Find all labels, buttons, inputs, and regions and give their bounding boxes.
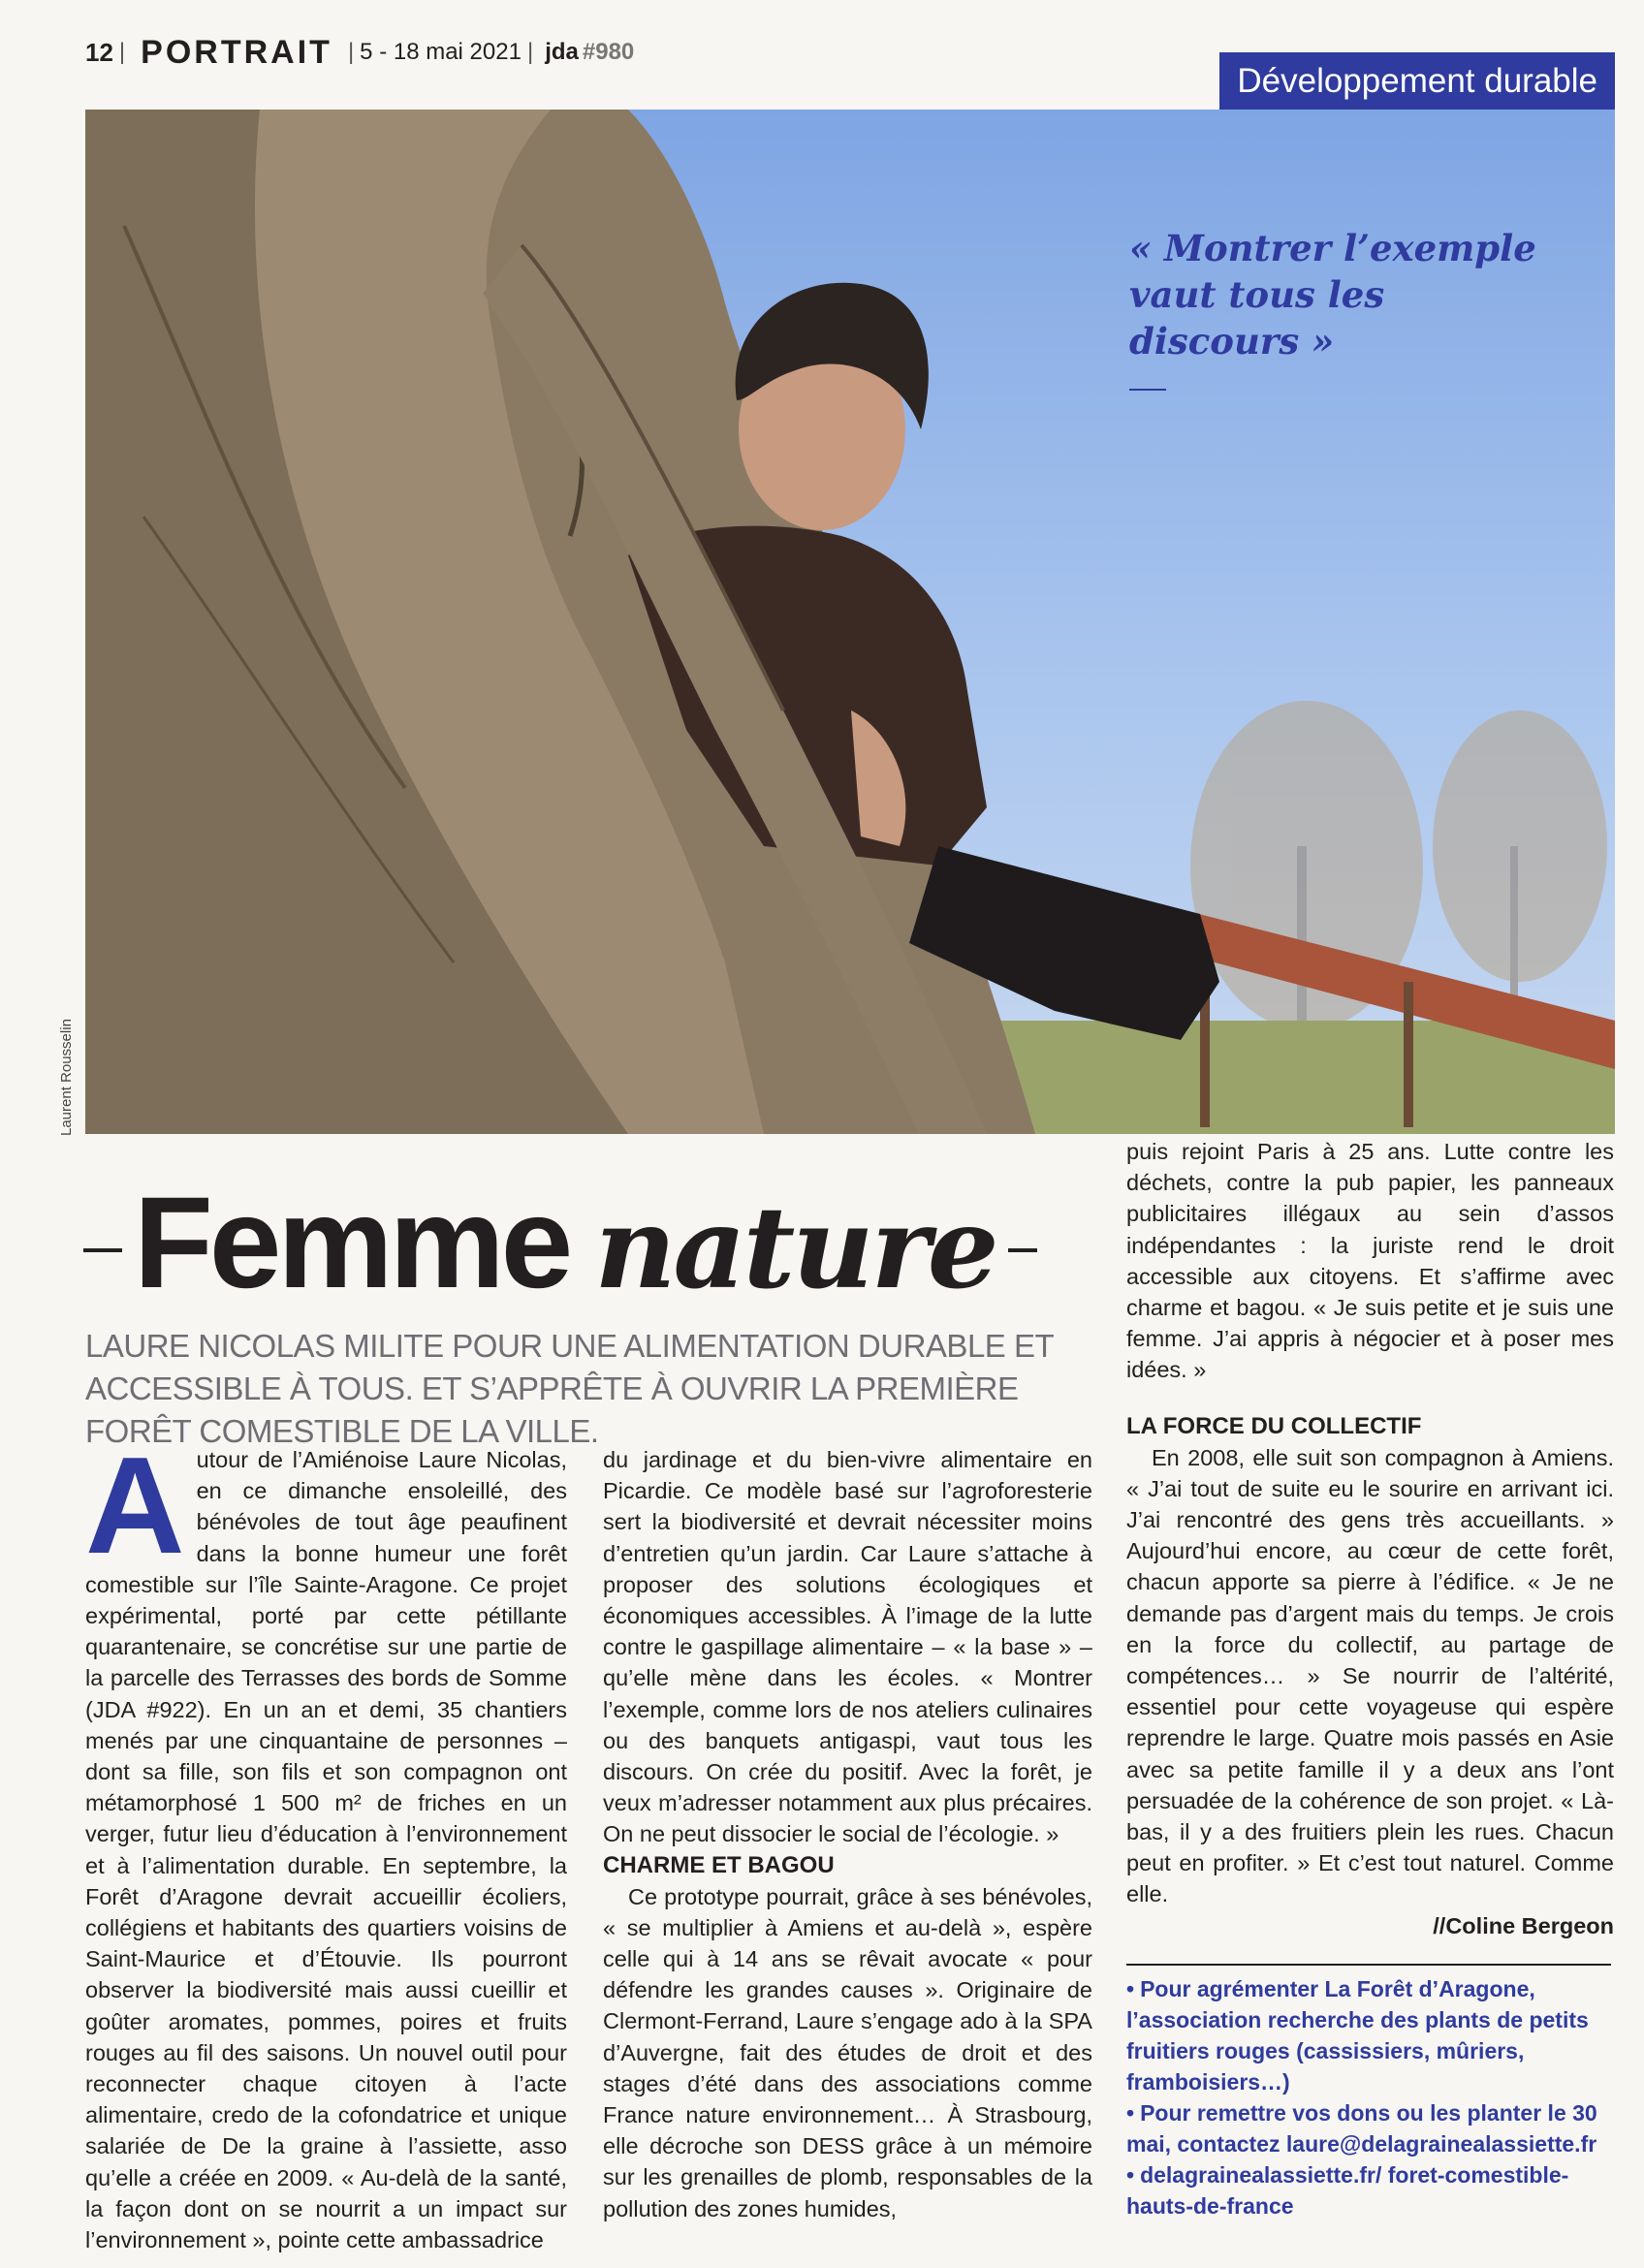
- headline-word-1: Femme: [134, 1171, 570, 1315]
- folio-separator: |: [526, 39, 534, 65]
- folio-separator: |: [347, 39, 355, 65]
- drop-cap: A: [85, 1429, 185, 1583]
- bullet-icon: •: [1126, 1976, 1135, 2001]
- paragraph: En 2008, elle suit son compagnon à Amiens. « J’ai tout de suite eu le sourire en arrivant ici. J’ai rencontré des gens très accueillants. » Aujourd’hui encore, au cœur de cette forêt, chacun apporte sa pierre à l’édifice. « Je ne demande pas d’argent mais du temps. Je crois en la force du collectif, au partage de compétences… » Se nourrir de l’altérité, essentiel pour cette voyageuse qui espère reprendre le large. Quatre mois passés en Asie avec sa petite famille il y a deux ans l’ont persuadée de la cohérence de son projet. « Là-bas, il y a des fruitiers plein les rues. Chacun peut en profiter. » Et c’est tout naturel. Comme elle.: [1126, 1444, 1614, 1907]
- magazine-name: jda: [545, 39, 579, 65]
- headline-dash: [1008, 1248, 1037, 1252]
- bullet-icon: •: [1126, 2162, 1135, 2188]
- paragraph: du jardinage et du bien-vivre alimentaire en Picardie. Ce modèle basé sur l’agroforesterie sert la biodiversité et devrait nécessiter moins d’entretien qu’un jardin. Car Laure s’attache à proposer des solutions écologiques et économiques accessibles. À l’image de la lutte contre le gaspillage alimentaire – « la base » – qu’elle mène dans les écoles. « Montrer l’exemple, comme lors de nos ateliers culinaires ou des banquets antigaspi, vaut tous les discours. On crée du positif. Avec la forêt, je veux m’adresser notamment aux plus précaires. On ne peut dissocier le social de l’écologie. »: [603, 1447, 1092, 1847]
- article-column-3: [1126, 1136, 1614, 1941]
- article-column-1: [85, 1429, 567, 2255]
- folio-separator: |: [118, 39, 126, 65]
- standfirst: LAURE NICOLAS MILITE POUR UNE ALIMENTATION DURABLE ET ACCESSIBLE À TOUS. ET S’APPRÊTE À OUVRIR LA PREMIÈRE FORÊT COMESTIBLE DE LA VILLE.: [85, 1328, 1054, 1449]
- info-text: Pour remettre vos dons ou les planter le 30 mai, contactez laure@delagrainealassiette.fr: [1126, 2100, 1597, 2157]
- subheading: CHARME ET BAGOU: [603, 1851, 835, 1878]
- headline-dash: [83, 1248, 122, 1252]
- website-link[interactable]: delagrainealassiette.fr/ foret-comestible-hauts-de-france: [1126, 2162, 1569, 2219]
- issue-number: #980: [582, 39, 635, 65]
- quote-rule: [1129, 389, 1166, 391]
- info-item: [1126, 2097, 1611, 2159]
- article-column-2: [603, 1444, 1092, 2224]
- subheading: LA FORCE DU COLLECTIF: [1126, 1412, 1422, 1439]
- issue-date: 5 - 18 mai 2021: [360, 39, 522, 65]
- paragraph: Ce prototype pourrait, grâce à ses bénévoles, « se multiplier à Amiens et au-delà », espère celle qui à 14 ans se rêvait avocate « pour défendre les grandes causes ». Originaire de Clermont-Ferrand, Laure s’engage ado à la SPA d’Auvergne, fait des études de droit et des stages d’été dans des associations comme France nature environnement… À Strasbourg, elle décroche son DESS grâce à un mémoire sur les grenailles de plomb, responsables de la pollution des zones humides,: [603, 1883, 1092, 2221]
- category-badge: Développement durable: [1219, 52, 1615, 110]
- info-item: [1126, 1973, 1611, 2097]
- page-number: 12: [85, 37, 113, 67]
- paragraph: puis rejoint Paris à 25 ans. Lutte contre les déchets, contre la pub papier, les panneaux publicitaires illégaux au sein d’assos indépendantes : la juriste rend le droit accessible aux citoyens. Et s’affirme avec charme et bagou. « Je suis petite et je suis une femme. J’ai appris à négocier et à poser mes idées. »: [1126, 1139, 1614, 1383]
- page-folio: [85, 29, 634, 76]
- info-text: Pour agrémenter La Forêt d’Aragone, l’association recherche des plants de petits fruitiers rouges (cassissiers, mûriers, framboisiers…): [1126, 1976, 1589, 2095]
- info-item[interactable]: [1126, 2159, 1611, 2221]
- headline-word-2: nature: [594, 1182, 996, 1314]
- bullet-icon: •: [1126, 2100, 1135, 2126]
- info-box: [1126, 1964, 1611, 2221]
- pull-quote: « Montrer l’exemple vaut tous les discours »: [1129, 227, 1536, 362]
- section-name: PORTRAIT: [141, 33, 332, 71]
- article-headline: [83, 1169, 1037, 1317]
- photo-credit: Laurent Rousselin: [58, 1019, 75, 1136]
- paragraph: utour de l’Amiénoise Laure Nicolas, en ce dimanche ensoleillé, des bénévoles de tout âge peaufinent dans la bonne humeur une forêt comestible sur l’île Sainte-Aragone. Ce projet expérimental, porté par cette pétillante quarantenaire, se concrétise sur une partie de la parcelle des Terrasses des bords de Somme (JDA #922). En un an et demi, 35 chantiers menés par une cinquantaine de personnes – dont sa fille, son fils et son compagnon ont métamorphosé 1 500 m² de friches en un verger, futur lieu d’éducation à l’environnement et à l’alimentation durable. En septembre, la Forêt d’Aragone devrait accueillir écoliers, collégiens et habitants des quartiers voisins de Saint-Maurice et d’Étouvie. Ils pourront observer la biodiversité mais aussi cueillir et goûter aromates, pommes, poires et fruits rouges au fil des saisons. Un nouvel outil pour reconnecter chaque citoyen à l’acte alimentaire, credo de la cofondatrice et unique salariée de De la graine à l’assiette, asso qu’elle a créée en 2009. « Au-delà de la santé, la façon dont on se nourrit a un impact sur l’environnement », pointe cette ambassadrice: [85, 1447, 567, 2253]
- author-signature: //Coline Bergeon: [1433, 1912, 1614, 1938]
